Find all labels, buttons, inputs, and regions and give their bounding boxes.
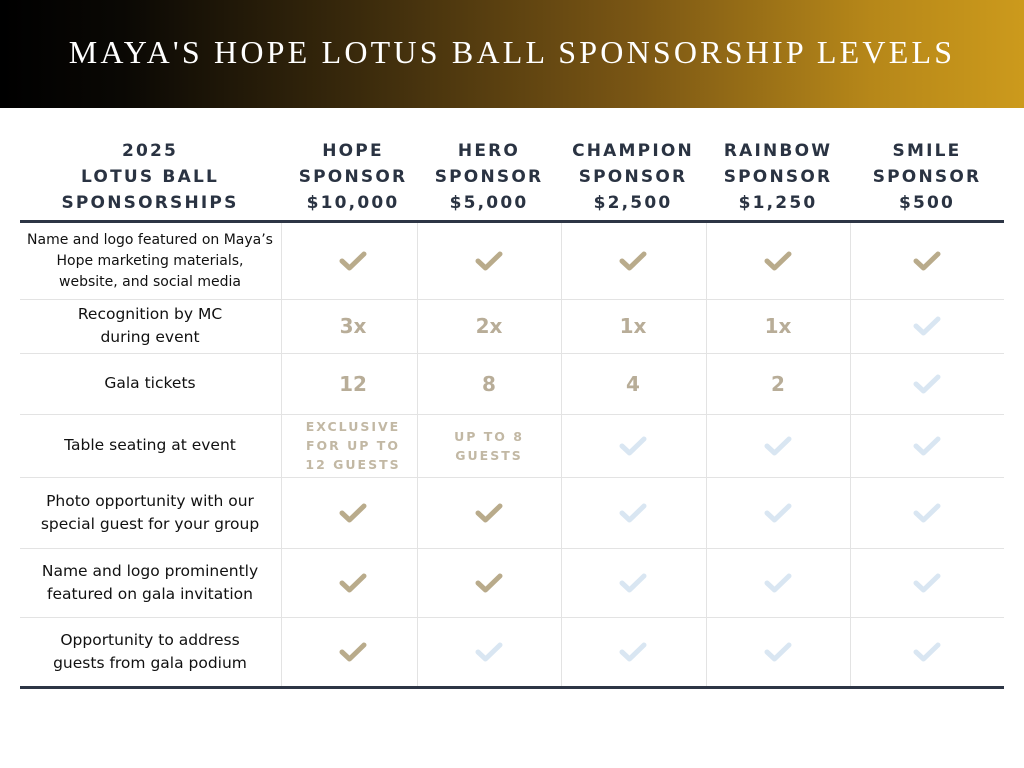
title-banner bbox=[0, 0, 1024, 108]
column-divider bbox=[706, 223, 707, 686]
header-line: SMILE bbox=[892, 141, 962, 161]
row-label-line: guests from gala podium bbox=[53, 653, 247, 672]
checkmark-icon bbox=[619, 641, 647, 663]
benefit-note-line: 12 GUESTS bbox=[305, 457, 401, 472]
benefit-cell bbox=[563, 477, 703, 548]
column-divider bbox=[281, 223, 282, 686]
header-line: SPONSOR bbox=[578, 167, 688, 187]
benefit-cell bbox=[857, 223, 997, 299]
row-label-line: Name and logo featured on Maya’s bbox=[27, 231, 273, 248]
header-level-5 bbox=[857, 138, 997, 216]
benefit-value: 2x bbox=[475, 314, 503, 338]
header-line: $10,000 bbox=[306, 193, 400, 213]
benefit-cell bbox=[419, 477, 559, 548]
header-level-1 bbox=[283, 138, 423, 216]
benefit-cell bbox=[563, 548, 703, 617]
bottom-rule bbox=[20, 686, 1004, 689]
row-label bbox=[20, 299, 280, 353]
checkmark-icon bbox=[764, 435, 792, 457]
benefit-cell bbox=[708, 477, 848, 548]
benefit-cell bbox=[419, 353, 559, 414]
checkmark-icon bbox=[475, 502, 503, 524]
checkmark-icon bbox=[764, 502, 792, 524]
benefit-cell bbox=[857, 617, 997, 686]
benefit-cell bbox=[283, 477, 423, 548]
checkmark-icon bbox=[913, 373, 941, 395]
header-line: $5,000 bbox=[449, 193, 529, 213]
checkmark-icon bbox=[913, 435, 941, 457]
benefit-cell bbox=[563, 299, 703, 353]
row-label-line: featured on gala invitation bbox=[47, 584, 253, 603]
header-line: SPONSOR bbox=[434, 167, 544, 187]
benefit-cell bbox=[708, 299, 848, 353]
checkmark-icon bbox=[913, 641, 941, 663]
checkmark-icon bbox=[764, 250, 792, 272]
row-label-line: Table seating at event bbox=[64, 436, 236, 454]
header-line: SPONSOR bbox=[298, 167, 408, 187]
benefit-cell bbox=[283, 299, 423, 353]
row-label-line: Photo opportunity with our bbox=[46, 491, 254, 510]
checkmark-icon bbox=[475, 572, 503, 594]
benefit-cell bbox=[419, 617, 559, 686]
header-level-3 bbox=[563, 138, 703, 216]
benefit-note-line: FOR UP TO bbox=[306, 438, 400, 453]
row-label bbox=[20, 548, 280, 617]
benefit-cell bbox=[857, 353, 997, 414]
header-line: SPONSOR bbox=[872, 167, 982, 187]
benefit-cell bbox=[283, 353, 423, 414]
benefit-note bbox=[305, 417, 400, 474]
benefit-cell bbox=[857, 477, 997, 548]
row-label-line: Name and logo prominently bbox=[41, 561, 259, 580]
checkmark-icon bbox=[913, 315, 941, 337]
checkmark-icon bbox=[619, 572, 647, 594]
checkmark-icon bbox=[475, 641, 503, 663]
row-label bbox=[20, 414, 280, 477]
benefit-value: 4 bbox=[626, 371, 640, 396]
benefit-value: 8 bbox=[482, 371, 496, 396]
column-divider bbox=[850, 223, 851, 686]
row-label-line: Hope marketing materials, bbox=[56, 252, 244, 269]
header-line: $1,250 bbox=[738, 193, 818, 213]
benefit-value: 1x bbox=[619, 314, 647, 338]
benefit-cell bbox=[708, 223, 848, 299]
row-label-line: Opportunity to address bbox=[60, 630, 240, 649]
benefit-cell bbox=[283, 414, 423, 477]
benefit-cell bbox=[283, 548, 423, 617]
checkmark-icon bbox=[339, 250, 367, 272]
benefit-cell bbox=[708, 353, 848, 414]
checkmark-icon bbox=[764, 641, 792, 663]
benefit-cell bbox=[419, 548, 559, 617]
benefit-cell bbox=[563, 414, 703, 477]
header-line: CHAMPION bbox=[572, 141, 694, 161]
header-line: LOTUS BALL bbox=[80, 167, 220, 187]
benefit-cell bbox=[419, 414, 559, 477]
benefit-cell bbox=[857, 299, 997, 353]
header-line: $500 bbox=[898, 193, 956, 213]
row-label bbox=[20, 353, 280, 414]
header-line: SPONSORSHIPS bbox=[61, 193, 239, 213]
checkmark-icon bbox=[619, 250, 647, 272]
checkmark-icon bbox=[913, 250, 941, 272]
checkmark-icon bbox=[913, 572, 941, 594]
header-level-4 bbox=[708, 138, 848, 216]
benefit-value: 1x bbox=[764, 314, 792, 338]
benefit-cell bbox=[283, 223, 423, 299]
row-label-line: during event bbox=[100, 328, 200, 346]
benefit-cell bbox=[563, 353, 703, 414]
checkmark-icon bbox=[619, 435, 647, 457]
row-label bbox=[20, 223, 280, 299]
checkmark-icon bbox=[475, 250, 503, 272]
page-title: MAYA'S HOPE LOTUS BALL SPONSORSHIP LEVELS bbox=[68, 34, 956, 70]
benefit-value: 12 bbox=[339, 371, 367, 396]
row-label-line: Gala tickets bbox=[104, 374, 196, 392]
header-line: HOPE bbox=[322, 141, 384, 161]
header-line: HERO bbox=[457, 141, 521, 161]
checkmark-icon bbox=[913, 502, 941, 524]
benefit-cell bbox=[419, 299, 559, 353]
header-level-2 bbox=[419, 138, 559, 216]
checkmark-icon bbox=[619, 502, 647, 524]
benefit-value: 2 bbox=[771, 371, 785, 396]
benefit-value: 3x bbox=[339, 314, 367, 338]
row-label-line: Recognition by MC bbox=[77, 305, 223, 323]
benefit-cell bbox=[419, 223, 559, 299]
benefit-note-line: UP TO 8 bbox=[454, 428, 524, 444]
header-line: $2,500 bbox=[593, 193, 673, 213]
benefit-note-line: GUESTS bbox=[455, 447, 523, 463]
benefit-cell bbox=[857, 414, 997, 477]
benefit-cell bbox=[563, 617, 703, 686]
column-divider bbox=[561, 223, 562, 686]
header-line: RAINBOW bbox=[723, 141, 833, 161]
header-line: SPONSOR bbox=[723, 167, 833, 187]
benefit-cell bbox=[708, 548, 848, 617]
checkmark-icon bbox=[764, 572, 792, 594]
benefit-cell bbox=[708, 414, 848, 477]
row-label-line: special guest for your group bbox=[40, 514, 260, 533]
checkmark-icon bbox=[339, 641, 367, 663]
benefit-cell bbox=[857, 548, 997, 617]
header-line: 2025 bbox=[121, 141, 179, 161]
benefit-cell bbox=[708, 617, 848, 686]
benefit-note-line: EXCLUSIVE bbox=[305, 419, 401, 434]
benefit-note bbox=[454, 427, 524, 465]
benefit-cell bbox=[283, 617, 423, 686]
benefit-cell bbox=[563, 223, 703, 299]
row-label bbox=[20, 477, 280, 548]
checkmark-icon bbox=[339, 502, 367, 524]
header-year-column bbox=[20, 138, 280, 216]
row-label bbox=[20, 617, 280, 686]
row-label-line: website, and social media bbox=[59, 273, 241, 290]
checkmark-icon bbox=[339, 572, 367, 594]
